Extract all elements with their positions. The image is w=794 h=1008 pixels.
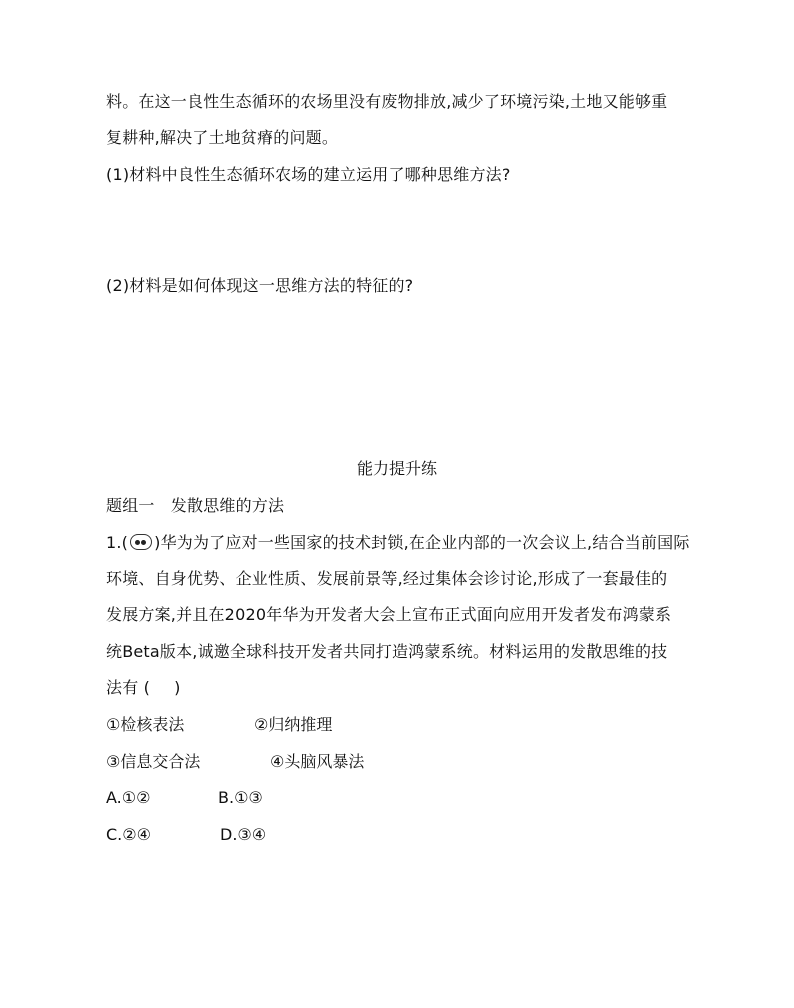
problem-text-line-3: 发展方案,并且在2020年华为开发者大会上宣布正式面向应用开发者发布鸿蒙系 <box>106 605 672 624</box>
question-group-title: 题组一 发散思维的方法 <box>106 496 285 515</box>
section-title: 能力提升练 <box>356 459 437 478</box>
statement-4: ④头脑风暴法 <box>270 752 365 771</box>
statement-3: ③信息交合法 <box>106 752 201 771</box>
option-d[interactable]: D.③④ <box>220 825 267 844</box>
question-2: (2)材料是如何体现这一思维方法的特征的? <box>106 276 414 295</box>
problem-text-line-4: 统Beta版本,诚邀全球科技开发者共同打造鸿蒙系统。材料运用的发散思维的技 <box>106 642 668 661</box>
material-text-line-1: 料。在这一良性生态循环的农场里没有废物排放,减少了环境污染,土地又能够重 <box>106 92 668 111</box>
problem-number: 1.( <box>106 533 129 552</box>
statement-1: ①检核表法 <box>106 715 185 734</box>
answer-blank-line <box>106 678 181 698</box>
answer-prompt: 法有 ( <box>106 678 151 697</box>
problem-text-line-1: 华为为了应对一些国家的技术封锁,在企业内部的一次会议上,结合当前国际 <box>160 533 690 552</box>
statement-2: ②归纳推理 <box>254 715 333 734</box>
problem-1-line-1 <box>106 532 690 553</box>
difficulty-icon <box>130 534 152 550</box>
option-c[interactable]: C.②④ <box>106 825 151 844</box>
problem-text-line-2: 环境、自身优势、企业性质、发展前景等,经过集体会诊讨论,形成了一套最佳的 <box>106 569 668 588</box>
answer-close-paren: ) <box>174 678 181 697</box>
question-1: (1)材料中良性生态循环农场的建立运用了哪种思维方法? <box>106 165 511 184</box>
option-a[interactable]: A.①② <box>106 788 151 807</box>
option-b[interactable]: B.①③ <box>218 788 263 807</box>
material-text-line-2: 复耕种,解决了土地贫瘠的问题。 <box>106 128 339 147</box>
problem-number-close: ) <box>154 533 161 552</box>
